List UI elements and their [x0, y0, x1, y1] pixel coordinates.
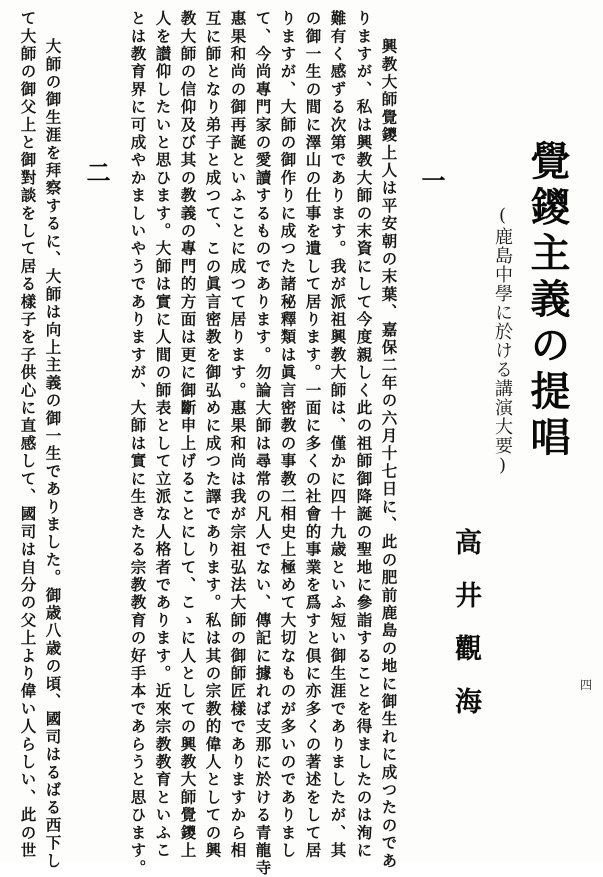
body-line: とは教育界に可成やかましいやうでありますが、大師は實に生きたる宗教教育の好手本であらうと思ひます。	[128, 10, 148, 877]
body-line: て、今尚專門家の愛讀するものであります。勿論大師は尋常の凡人でない、傳記に據れば支那に於ける青龍寺	[253, 10, 273, 877]
page-number: 四	[580, 678, 593, 692]
body-line: りますが、大師の御作りに成つた諸秘釋類は眞言密教の事教二相史上極めて大切なものが多いのでありまし	[278, 10, 298, 860]
body-line: て大師の御父上と御對談をして居る樣子を子供心に直感して、國司は自分の父上より偉い人らしい、此の世	[18, 10, 38, 860]
body-line: 難有く感ずる次第であります。我が派祖興教大師は、僅かに四十九歳といふ短い御生涯でありましたが、其	[328, 10, 348, 860]
article-author: 高井觀海	[450, 528, 481, 740]
section-heading-two: 二	[82, 160, 111, 184]
body-line: 惠果和尚の御再誕といふことに成つて居ります。惠果和尚は我が宗祖弘法大師の御師匠樣でありますから相	[228, 10, 248, 860]
body-line: 教大師の信仰及び其の教義の專門的方面は更に御斷申上げることにして、こゝに人としての興教大師覺鑁上	[178, 10, 198, 860]
article-subtitle: (鹿島中學に於ける講演大要)	[492, 205, 513, 477]
body-line: 人を讃仰したいと思ひます。大師は實に人間の師表として立派な人格者であります。近來宗教教育といふこ	[153, 10, 173, 860]
body-line: 互に師となり弟子と成つて、この眞言密教を御弘めに成つた譯であります。私は其の宗教的偉人としての興	[203, 10, 223, 860]
article-title: 覺鑁主義の提唱	[524, 140, 571, 462]
body-line: の御一生の間に澤山の仕事を遺して居ります。一面に多くの社會的事業を爲すと倶に亦多くの著述をして居	[303, 10, 323, 860]
body-line: 大師の御生涯を拜察するに、大師は向上主義の御一生でありました。御歳八歳の頃、國司はるばる西下し	[43, 38, 63, 870]
body-line: 興教大師覺鑁上人は平安朝の末葉、嘉保二年の六月十七日に、此の肥前鹿島の地に御生れに成つたのであ	[379, 38, 399, 870]
body-line: りますが、私は興教大師の末資にして今度親しく此の祖師御降誕の聖地に參詣することを得ましたのは洵に	[354, 10, 374, 860]
section-heading-one: 一	[417, 168, 446, 192]
